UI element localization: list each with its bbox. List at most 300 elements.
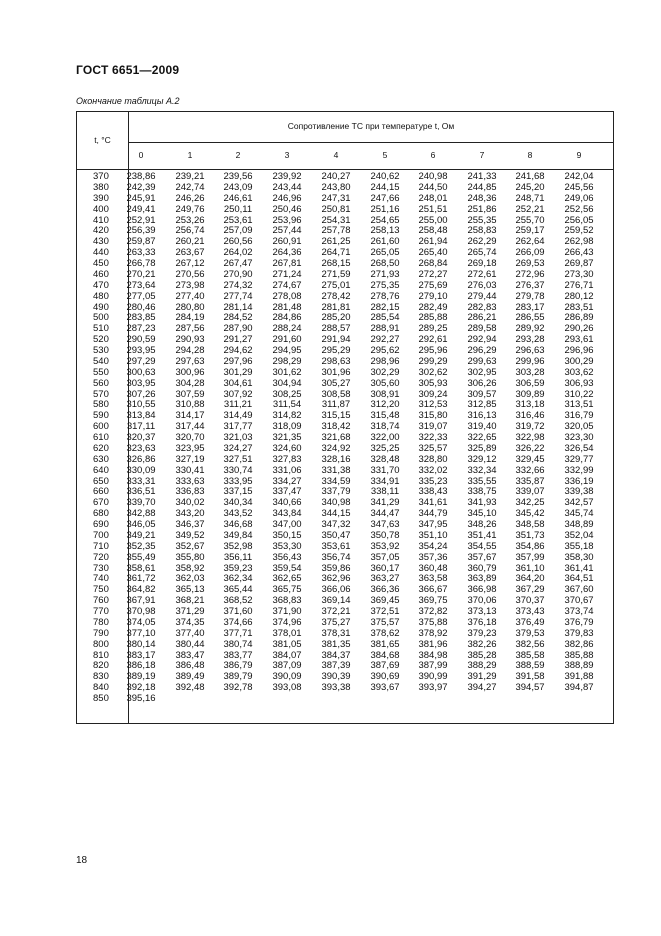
resistance-cell: 342,57 xyxy=(564,497,594,509)
resistance-cell: 255,35 xyxy=(467,214,497,226)
resistance-cell: 327,83 xyxy=(272,453,302,465)
resistance-cell: 332,02 xyxy=(418,464,448,476)
temperature-cell: 800 xyxy=(93,638,109,650)
table-row xyxy=(77,640,613,651)
resistance-cell: 294,28 xyxy=(175,345,205,356)
resistance-cell: 301,62 xyxy=(272,366,302,378)
resistance-cell: 357,99 xyxy=(515,551,545,563)
resistance-cell: 342,25 xyxy=(515,497,545,509)
resistance-cell: 273,64 xyxy=(126,279,156,291)
resistance-cell: 315,48 xyxy=(370,410,400,422)
resistance-cell: 363,89 xyxy=(467,573,497,585)
resistance-cell: 269,87 xyxy=(564,258,594,269)
resistance-cell: 358,61 xyxy=(126,562,156,574)
resistance-cell: 244,15 xyxy=(370,181,400,193)
resistance-cell: 313,18 xyxy=(515,399,545,411)
column-index: 7 xyxy=(479,150,485,160)
resistance-cell: 351,41 xyxy=(467,529,497,541)
page-number: 18 xyxy=(76,855,88,866)
resistance-cell: 270,90 xyxy=(223,268,253,280)
resistance-cell: 247,66 xyxy=(370,192,400,204)
resistance-cell: 355,80 xyxy=(175,551,205,563)
resistance-cell: 279,78 xyxy=(515,290,545,302)
resistance-cell: 285,54 xyxy=(370,312,400,324)
resistance-cell: 326,86 xyxy=(126,453,156,465)
resistance-cell: 339,07 xyxy=(515,486,545,498)
resistance-cell: 268,50 xyxy=(370,258,400,269)
resistance-cell: 280,46 xyxy=(126,301,156,313)
resistance-cell: 358,30 xyxy=(564,551,594,563)
resistance-cell: 303,95 xyxy=(126,377,156,389)
resistance-cell: 378,62 xyxy=(370,627,400,639)
resistance-cell: 330,09 xyxy=(126,464,156,476)
temperature-cell: 380 xyxy=(93,181,109,193)
table-header-resistance: Сопротивление ТС при температуре t, Ом xyxy=(287,121,455,131)
resistance-cell: 352,67 xyxy=(175,540,205,552)
resistance-cell: 325,25 xyxy=(370,442,400,454)
temperature-cell: 410 xyxy=(93,214,109,226)
table-header-temperature: t, °С xyxy=(94,135,111,145)
resistance-cell: 277,05 xyxy=(126,290,156,302)
resistance-cell: 369,75 xyxy=(418,595,448,607)
resistance-table xyxy=(76,111,614,724)
resistance-cell: 246,96 xyxy=(272,192,302,204)
resistance-cell: 312,85 xyxy=(467,399,497,411)
column-index: 2 xyxy=(235,150,241,160)
resistance-cell: 309,57 xyxy=(467,388,497,400)
resistance-cell: 270,21 xyxy=(126,268,156,280)
resistance-cell: 371,90 xyxy=(272,606,302,617)
resistance-cell: 253,96 xyxy=(272,214,302,226)
resistance-cell: 255,70 xyxy=(515,214,545,226)
temperature-cell: 810 xyxy=(93,649,109,661)
resistance-cell: 348,26 xyxy=(467,519,497,530)
resistance-cell: 342,88 xyxy=(126,508,156,520)
resistance-cell: 273,30 xyxy=(564,268,594,280)
resistance-cell: 322,33 xyxy=(418,432,448,443)
resistance-cell: 390,39 xyxy=(321,671,351,683)
resistance-cell: 312,53 xyxy=(418,399,448,411)
table-body xyxy=(77,172,613,705)
resistance-cell: 334,27 xyxy=(272,475,302,487)
resistance-cell: 370,98 xyxy=(126,606,156,617)
temperature-cell: 450 xyxy=(93,258,109,269)
resistance-cell: 280,12 xyxy=(564,290,594,302)
resistance-cell: 265,05 xyxy=(370,247,400,259)
resistance-cell: 276,71 xyxy=(564,279,594,291)
resistance-cell: 264,02 xyxy=(223,247,253,259)
resistance-cell: 361,41 xyxy=(564,562,594,574)
resistance-cell: 373,43 xyxy=(515,606,545,617)
resistance-cell: 314,17 xyxy=(175,410,205,422)
resistance-cell: 393,67 xyxy=(370,682,400,694)
resistance-cell: 251,86 xyxy=(467,203,497,215)
resistance-cell: 301,29 xyxy=(223,366,253,378)
resistance-cell: 252,21 xyxy=(515,203,545,215)
resistance-cell: 257,09 xyxy=(223,225,253,237)
resistance-cell: 382,26 xyxy=(467,638,497,650)
resistance-cell: 318,74 xyxy=(370,421,400,433)
resistance-cell: 246,26 xyxy=(175,192,205,204)
resistance-cell: 274,67 xyxy=(272,279,302,291)
resistance-cell: 312,20 xyxy=(370,399,400,411)
resistance-cell: 287,90 xyxy=(223,323,253,335)
resistance-cell: 265,40 xyxy=(418,247,448,259)
resistance-cell: 354,55 xyxy=(467,540,497,552)
resistance-cell: 327,19 xyxy=(175,453,205,465)
resistance-cell: 250,46 xyxy=(272,203,302,215)
resistance-cell: 256,05 xyxy=(564,214,594,226)
resistance-cell: 392,48 xyxy=(175,682,205,694)
resistance-cell: 352,98 xyxy=(223,540,253,552)
resistance-cell: 368,52 xyxy=(223,595,253,607)
resistance-cell: 295,29 xyxy=(321,345,351,356)
resistance-cell: 353,61 xyxy=(321,540,351,552)
resistance-cell: 294,62 xyxy=(223,345,253,356)
resistance-cell: 340,02 xyxy=(175,497,205,509)
resistance-cell: 271,24 xyxy=(272,268,302,280)
resistance-cell: 243,44 xyxy=(272,181,302,193)
resistance-cell: 374,66 xyxy=(223,616,253,628)
resistance-cell: 348,89 xyxy=(564,519,594,530)
resistance-cell: 359,23 xyxy=(223,562,253,574)
resistance-cell: 261,60 xyxy=(370,236,400,248)
resistance-cell: 281,14 xyxy=(223,301,253,313)
resistance-cell: 359,54 xyxy=(272,562,302,574)
resistance-cell: 380,44 xyxy=(175,638,205,650)
header-divider xyxy=(128,142,613,143)
resistance-cell: 306,59 xyxy=(515,377,545,389)
resistance-cell: 370,06 xyxy=(467,595,497,607)
resistance-cell: 311,54 xyxy=(272,399,302,411)
resistance-cell: 279,10 xyxy=(418,290,448,302)
resistance-cell: 306,93 xyxy=(564,377,594,389)
table-row xyxy=(77,466,613,477)
resistance-cell: 265,74 xyxy=(467,247,497,259)
resistance-cell: 314,49 xyxy=(223,410,253,422)
resistance-cell: 259,52 xyxy=(564,225,594,237)
resistance-cell: 268,84 xyxy=(418,258,448,269)
resistance-cell: 328,80 xyxy=(418,453,448,465)
resistance-cell: 362,34 xyxy=(223,573,253,585)
resistance-cell: 302,95 xyxy=(467,366,497,378)
resistance-cell: 328,16 xyxy=(321,453,351,465)
resistance-cell: 388,89 xyxy=(564,660,594,672)
resistance-cell: 305,93 xyxy=(418,377,448,389)
resistance-cell: 340,66 xyxy=(272,497,302,509)
resistance-cell: 323,30 xyxy=(564,432,594,443)
resistance-cell: 286,55 xyxy=(515,312,545,324)
resistance-cell: 325,89 xyxy=(467,442,497,454)
resistance-cell: 367,60 xyxy=(564,584,594,596)
resistance-cell: 303,62 xyxy=(564,366,594,378)
resistance-cell: 331,38 xyxy=(321,464,351,476)
resistance-cell: 381,05 xyxy=(272,638,302,650)
temperature-cell: 750 xyxy=(93,584,109,596)
resistance-cell: 243,09 xyxy=(223,181,253,193)
resistance-cell: 308,58 xyxy=(321,388,351,400)
resistance-cell: 245,20 xyxy=(515,181,545,193)
resistance-cell: 320,70 xyxy=(175,432,205,443)
resistance-cell: 362,96 xyxy=(321,573,351,585)
resistance-cell: 351,73 xyxy=(515,529,545,541)
resistance-cell: 305,27 xyxy=(321,377,351,389)
resistance-cell: 393,38 xyxy=(321,682,351,694)
table-row xyxy=(77,292,613,303)
resistance-cell: 251,51 xyxy=(418,203,448,215)
resistance-cell: 288,57 xyxy=(321,323,351,335)
resistance-cell: 383,77 xyxy=(223,649,253,661)
resistance-cell: 291,94 xyxy=(321,334,351,346)
resistance-cell: 255,00 xyxy=(418,214,448,226)
resistance-cell: 332,66 xyxy=(515,464,545,476)
resistance-cell: 258,83 xyxy=(467,225,497,237)
resistance-cell: 386,79 xyxy=(223,660,253,672)
resistance-cell: 382,56 xyxy=(515,638,545,650)
resistance-cell: 326,22 xyxy=(515,442,545,454)
resistance-cell: 384,37 xyxy=(321,649,351,661)
resistance-cell: 389,49 xyxy=(175,671,205,683)
resistance-cell: 259,17 xyxy=(515,225,545,237)
resistance-cell: 351,10 xyxy=(418,529,448,541)
resistance-cell: 284,52 xyxy=(223,312,253,324)
resistance-cell: 284,86 xyxy=(272,312,302,324)
resistance-cell: 311,87 xyxy=(321,399,351,411)
resistance-cell: 283,17 xyxy=(515,301,545,313)
resistance-cell: 294,95 xyxy=(272,345,302,356)
resistance-cell: 385,88 xyxy=(564,649,594,661)
resistance-cell: 288,24 xyxy=(272,323,302,335)
resistance-cell: 349,52 xyxy=(175,529,205,541)
resistance-cell: 343,20 xyxy=(175,508,205,520)
resistance-cell: 343,84 xyxy=(272,508,302,520)
resistance-cell: 314,82 xyxy=(272,410,302,422)
resistance-cell: 278,42 xyxy=(321,290,351,302)
resistance-cell: 364,20 xyxy=(515,573,545,585)
resistance-cell: 293,61 xyxy=(564,334,594,346)
resistance-cell: 296,63 xyxy=(515,345,545,356)
resistance-cell: 243,80 xyxy=(321,181,351,193)
resistance-cell: 350,47 xyxy=(321,529,351,541)
temperature-cell: 660 xyxy=(93,486,109,498)
resistance-cell: 393,08 xyxy=(272,682,302,694)
resistance-cell: 373,74 xyxy=(564,606,594,617)
resistance-cell: 286,21 xyxy=(467,312,497,324)
temperature-cell: 390 xyxy=(93,192,109,204)
resistance-cell: 318,09 xyxy=(272,421,302,433)
resistance-cell: 392,18 xyxy=(126,682,156,694)
temperature-cell: 720 xyxy=(93,551,109,563)
resistance-cell: 245,91 xyxy=(126,192,156,204)
resistance-cell: 362,65 xyxy=(272,573,302,585)
resistance-cell: 339,70 xyxy=(126,497,156,509)
resistance-cell: 363,58 xyxy=(418,573,448,585)
resistance-cell: 326,54 xyxy=(564,442,594,454)
resistance-cell: 304,28 xyxy=(175,377,205,389)
resistance-cell: 388,29 xyxy=(467,660,497,672)
resistance-cell: 310,55 xyxy=(126,399,156,411)
temperature-cell: 700 xyxy=(93,529,109,541)
table-caption: Окончание таблицы А.2 xyxy=(76,96,180,106)
resistance-cell: 389,19 xyxy=(126,671,156,683)
resistance-cell: 319,40 xyxy=(467,421,497,433)
resistance-cell: 366,36 xyxy=(370,584,400,596)
resistance-cell: 306,26 xyxy=(467,377,497,389)
resistance-cell: 339,38 xyxy=(564,486,594,498)
temperature-cell: 500 xyxy=(93,312,109,324)
resistance-cell: 384,68 xyxy=(370,649,400,661)
resistance-cell: 272,61 xyxy=(467,268,497,280)
resistance-cell: 336,51 xyxy=(126,486,156,498)
resistance-cell: 376,18 xyxy=(467,616,497,628)
resistance-cell: 242,74 xyxy=(175,181,205,193)
resistance-cell: 287,56 xyxy=(175,323,205,335)
resistance-cell: 247,31 xyxy=(321,192,351,204)
resistance-cell: 318,42 xyxy=(321,421,351,433)
resistance-cell: 362,03 xyxy=(175,573,205,585)
resistance-cell: 368,21 xyxy=(175,595,205,607)
resistance-cell: 264,71 xyxy=(321,247,351,259)
resistance-cell: 325,57 xyxy=(418,442,448,454)
resistance-cell: 355,18 xyxy=(564,540,594,552)
resistance-cell: 302,29 xyxy=(370,366,400,378)
resistance-cell: 240,98 xyxy=(418,171,448,182)
resistance-cell: 288,91 xyxy=(370,323,400,335)
resistance-cell: 310,88 xyxy=(175,399,205,411)
resistance-cell: 334,59 xyxy=(321,475,351,487)
resistance-cell: 263,33 xyxy=(126,247,156,259)
column-index: 1 xyxy=(187,150,193,160)
resistance-cell: 391,58 xyxy=(515,671,545,683)
resistance-cell: 261,25 xyxy=(321,236,351,248)
resistance-cell: 337,47 xyxy=(272,486,302,498)
resistance-cell: 267,47 xyxy=(223,258,253,269)
resistance-cell: 357,36 xyxy=(418,551,448,563)
resistance-cell: 240,27 xyxy=(321,171,351,182)
resistance-cell: 316,79 xyxy=(564,410,594,422)
resistance-cell: 375,88 xyxy=(418,616,448,628)
resistance-cell: 375,27 xyxy=(321,616,351,628)
resistance-cell: 385,28 xyxy=(467,649,497,661)
resistance-cell: 359,86 xyxy=(321,562,351,574)
resistance-cell: 295,62 xyxy=(370,345,400,356)
resistance-cell: 311,21 xyxy=(223,399,253,411)
resistance-cell: 345,74 xyxy=(564,508,594,520)
temperature-cell: 830 xyxy=(93,671,109,683)
temperature-cell: 580 xyxy=(93,399,109,411)
resistance-cell: 333,31 xyxy=(126,475,156,487)
resistance-cell: 300,63 xyxy=(126,366,156,378)
resistance-cell: 394,27 xyxy=(467,682,497,694)
resistance-cell: 260,91 xyxy=(272,236,302,248)
resistance-cell: 242,39 xyxy=(126,181,156,193)
resistance-cell: 315,15 xyxy=(321,410,351,422)
temperature-cell: 850 xyxy=(93,693,109,704)
resistance-cell: 345,42 xyxy=(515,508,545,520)
resistance-cell: 331,06 xyxy=(272,464,302,476)
temperature-cell: 470 xyxy=(93,279,109,291)
resistance-cell: 367,29 xyxy=(515,584,545,596)
resistance-cell: 266,78 xyxy=(126,258,156,269)
resistance-cell: 293,28 xyxy=(515,334,545,346)
resistance-cell: 256,74 xyxy=(175,225,205,237)
resistance-cell: 374,35 xyxy=(175,616,205,628)
resistance-cell: 260,56 xyxy=(223,236,253,248)
resistance-cell: 298,63 xyxy=(321,355,351,367)
resistance-cell: 307,59 xyxy=(175,388,205,400)
resistance-cell: 297,29 xyxy=(126,355,156,367)
resistance-cell: 252,56 xyxy=(564,203,594,215)
resistance-cell: 372,51 xyxy=(370,606,400,617)
resistance-cell: 322,98 xyxy=(515,432,545,443)
table-row xyxy=(77,455,613,466)
resistance-cell: 361,72 xyxy=(126,573,156,585)
column-index: 5 xyxy=(382,150,388,160)
table-row xyxy=(77,368,613,379)
temperature-cell: 480 xyxy=(93,290,109,302)
temperature-cell: 530 xyxy=(93,345,109,356)
resistance-cell: 324,27 xyxy=(223,442,253,454)
resistance-cell: 381,96 xyxy=(418,638,448,650)
resistance-cell: 315,80 xyxy=(418,410,448,422)
resistance-cell: 382,86 xyxy=(564,638,594,650)
resistance-cell: 338,11 xyxy=(370,486,400,498)
resistance-cell: 384,98 xyxy=(418,649,448,661)
resistance-cell: 372,21 xyxy=(321,606,351,617)
resistance-cell: 334,91 xyxy=(370,475,400,487)
resistance-cell: 254,31 xyxy=(321,214,351,226)
resistance-cell: 280,80 xyxy=(175,301,205,313)
resistance-cell: 352,35 xyxy=(126,540,156,552)
resistance-cell: 366,98 xyxy=(467,584,497,596)
resistance-cell: 370,37 xyxy=(515,595,545,607)
resistance-cell: 377,10 xyxy=(126,627,156,639)
resistance-cell: 340,98 xyxy=(321,497,351,509)
resistance-cell: 248,36 xyxy=(467,192,497,204)
temperature-cell: 710 xyxy=(93,540,109,552)
resistance-cell: 348,58 xyxy=(515,519,545,530)
resistance-cell: 253,61 xyxy=(223,214,253,226)
resistance-cell: 301,96 xyxy=(321,366,351,378)
resistance-cell: 272,27 xyxy=(418,268,448,280)
temperature-cell: 400 xyxy=(93,203,109,215)
resistance-cell: 293,95 xyxy=(126,345,156,356)
resistance-cell: 389,79 xyxy=(223,671,253,683)
temperature-cell: 690 xyxy=(93,519,109,530)
table-row xyxy=(77,281,613,292)
resistance-cell: 286,89 xyxy=(564,312,594,324)
resistance-cell: 281,48 xyxy=(272,301,302,313)
resistance-cell: 379,23 xyxy=(467,627,497,639)
resistance-cell: 290,26 xyxy=(564,323,594,335)
resistance-cell: 321,35 xyxy=(272,432,302,443)
resistance-cell: 377,71 xyxy=(223,627,253,639)
resistance-cell: 266,43 xyxy=(564,247,594,259)
resistance-cell: 338,75 xyxy=(467,486,497,498)
resistance-cell: 300,29 xyxy=(564,355,594,367)
resistance-cell: 283,51 xyxy=(564,301,594,313)
resistance-cell: 347,32 xyxy=(321,519,351,530)
resistance-cell: 245,56 xyxy=(564,181,594,193)
resistance-cell: 346,68 xyxy=(223,519,253,530)
resistance-cell: 374,05 xyxy=(126,616,156,628)
resistance-cell: 390,09 xyxy=(272,671,302,683)
resistance-cell: 344,47 xyxy=(370,508,400,520)
resistance-cell: 298,29 xyxy=(272,355,302,367)
temperature-cell: 740 xyxy=(93,573,109,585)
resistance-cell: 238,86 xyxy=(126,171,156,182)
resistance-cell: 285,20 xyxy=(321,312,351,324)
